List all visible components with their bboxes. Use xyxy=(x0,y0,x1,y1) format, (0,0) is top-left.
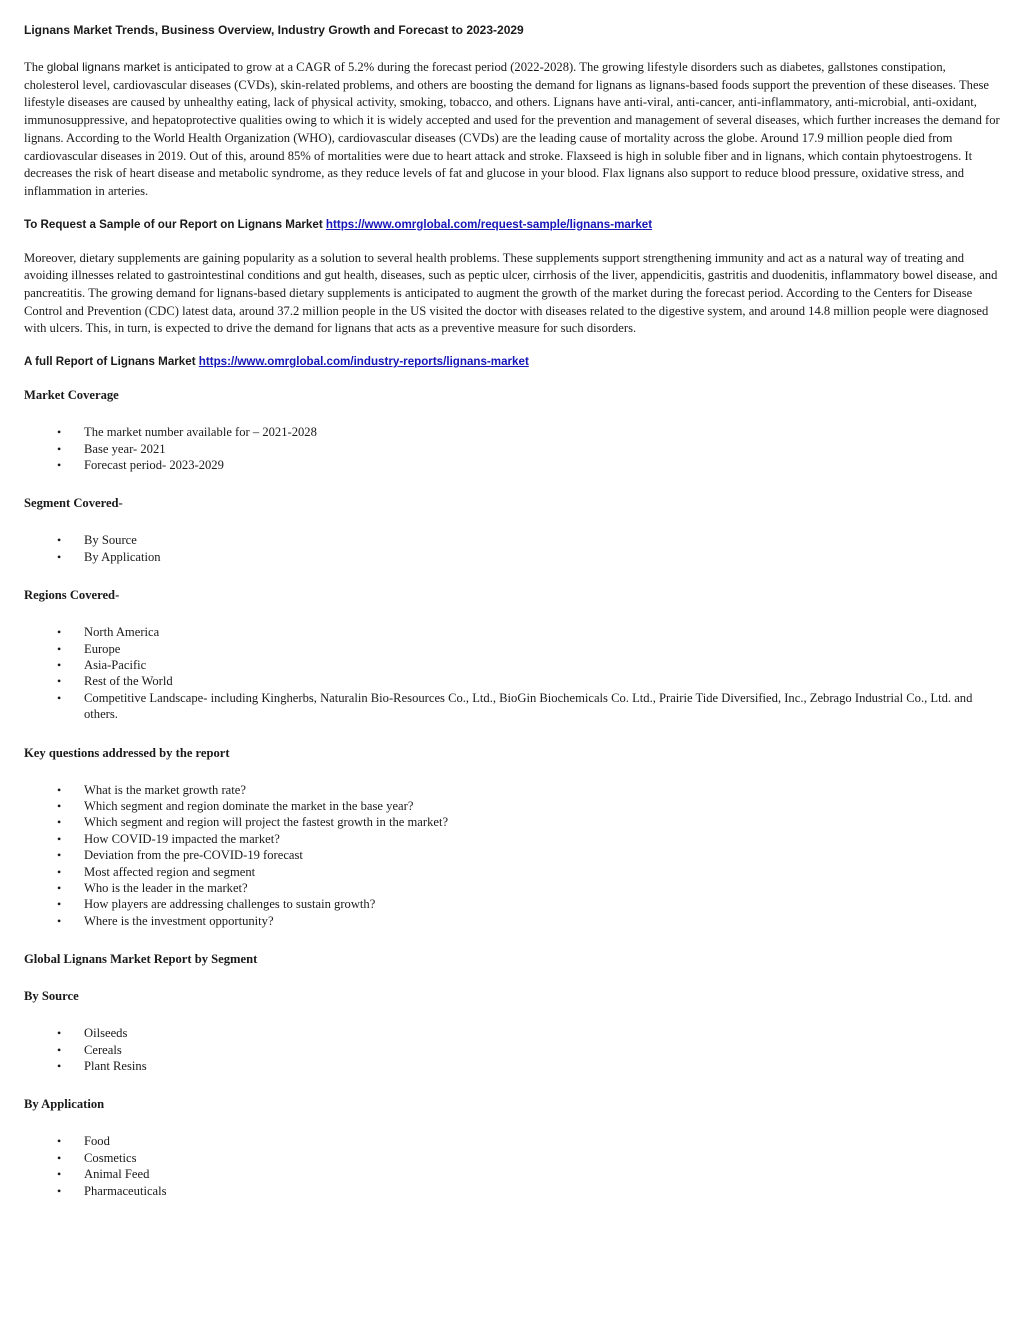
list-item-text: Rest of the World xyxy=(84,674,173,689)
list-item-text: Animal Feed xyxy=(84,1167,150,1182)
list-item xyxy=(24,847,1000,863)
full-report-line xyxy=(24,354,1000,370)
list-item-text: Asia-Pacific xyxy=(84,657,147,672)
bullet-icon: • xyxy=(57,625,62,640)
list-item-text: Pharmaceuticals xyxy=(84,1183,167,1198)
bullet-list xyxy=(24,624,1000,722)
list-item-text: How COVID-19 impacted the market? xyxy=(84,831,280,846)
bullet-list xyxy=(24,532,1000,565)
list-item-text: The market number available for – 2021-2028 xyxy=(84,425,317,440)
list-item-text: Cosmetics xyxy=(84,1150,137,1165)
list-item xyxy=(24,831,1000,847)
bullet-icon: • xyxy=(57,913,62,928)
supplements-paragraph: Moreover, dietary supplements are gaining popularity as a solution to several health problems. These supplements support strengthening immunity and act as a natural way of treating and avoiding illnesses related to gastrointestinal conditions and gut health, diseases, such as peptic ulcer, cirrhosis of the liver, appendicitis, gastritis and duodenitis, inflammatory bowel disease, and pancreatitis. The growing demand for lignans-based dietary supplements is anticipated to augment the growth of the market during the forecast period. According to the Centers for Disease Control and Prevention (CDC) latest data, around 37.2 million people in the US visited the doctor with diseases related to the digestive system, and around 14.8 million people were diagnosed with ulcers. This, in turn, is expected to drive the demand for lignans that acts as a preventive measure for such disorders. xyxy=(24,250,998,336)
list-item xyxy=(24,913,1000,929)
list-item xyxy=(24,814,1000,830)
list-item xyxy=(24,441,1000,457)
list-item-text: Forecast period- 2023-2029 xyxy=(84,457,224,472)
bullet-icon: • xyxy=(57,1042,62,1057)
section-heading: Market Coverage xyxy=(24,388,119,403)
list-item-text: How players are addressing challenges to sustain growth? xyxy=(84,897,376,912)
list-item xyxy=(24,1025,1000,1041)
list-item xyxy=(24,798,1000,814)
bullet-icon: • xyxy=(57,457,62,472)
sections-container xyxy=(24,387,1000,1199)
bullet-icon: • xyxy=(57,1026,62,1041)
bullet-icon: • xyxy=(57,441,62,456)
bullet-icon: • xyxy=(57,1167,62,1182)
bullet-icon: • xyxy=(57,799,62,814)
bullet-icon: • xyxy=(57,1134,62,1149)
list-item xyxy=(24,657,1000,673)
list-item xyxy=(24,424,1000,440)
intro-lead: global lignans market xyxy=(46,60,161,74)
list-item-text: Food xyxy=(84,1134,110,1149)
bullet-icon: • xyxy=(57,1059,62,1074)
list-item xyxy=(24,782,1000,798)
list-item xyxy=(24,1133,1000,1149)
full-report-label: A full Report of Lignans Market xyxy=(24,355,199,369)
list-item xyxy=(24,1042,1000,1058)
bullet-icon: • xyxy=(57,881,62,896)
list-item xyxy=(24,624,1000,640)
bullet-list xyxy=(24,1133,1000,1199)
list-item xyxy=(24,896,1000,912)
bullet-icon: • xyxy=(57,533,62,548)
list-item-text: Where is the investment opportunity? xyxy=(84,913,274,928)
bullet-icon: • xyxy=(57,815,62,830)
section-heading: Global Lignans Market Report by Segment xyxy=(24,952,258,967)
bullet-list xyxy=(24,1025,1000,1074)
intro-paragraph xyxy=(24,59,1000,201)
list-item-text: Who is the leader in the market? xyxy=(84,881,248,896)
section-heading: Regions Covered- xyxy=(24,588,120,603)
bullet-list xyxy=(24,782,1000,930)
list-item-text: Base year- 2021 xyxy=(84,441,166,456)
sample-request-line xyxy=(24,217,1000,233)
bullet-icon: • xyxy=(57,549,62,564)
list-item-text: Which segment and region will project the fastest growth in the market? xyxy=(84,815,449,830)
list-item xyxy=(24,880,1000,896)
intro-prefix: The xyxy=(24,60,47,74)
list-item-text: What is the market growth rate? xyxy=(84,782,246,797)
list-item xyxy=(24,457,1000,473)
list-item xyxy=(24,549,1000,565)
list-item xyxy=(24,690,1000,723)
list-item-text: Oilseeds xyxy=(84,1026,128,1041)
sample-request-label: To Request a Sample of our Report on Lignans Market xyxy=(24,217,326,231)
bullet-icon: • xyxy=(57,897,62,912)
bullet-list xyxy=(24,424,1000,473)
section-heading: Segment Covered- xyxy=(24,496,123,511)
list-item-text: Europe xyxy=(84,641,121,656)
list-item-text: Which segment and region dominate the market in the base year? xyxy=(84,799,414,814)
list-item xyxy=(24,532,1000,548)
list-item-text: By Application xyxy=(84,549,161,564)
list-item xyxy=(24,1150,1000,1166)
list-item xyxy=(24,641,1000,657)
bullet-icon: • xyxy=(57,425,62,440)
list-item xyxy=(24,1183,1000,1199)
list-item-text: Plant Resins xyxy=(84,1059,147,1074)
list-item-text: Competitive Landscape- including Kingherbs, Naturalin Bio-Resources Co., Ltd., BioGin Biochemicals Co. Ltd., Prairie Tide Diversified, Inc., Zebrago Industrial Co., Ltd. and others. xyxy=(84,690,973,722)
list-item-text: By Source xyxy=(84,533,137,548)
list-item xyxy=(24,1166,1000,1182)
document-page xyxy=(24,22,1000,1221)
list-item-text: Most affected region and segment xyxy=(84,864,256,879)
bullet-icon: • xyxy=(57,674,62,689)
list-item xyxy=(24,1058,1000,1074)
bullet-icon: • xyxy=(57,641,62,656)
bullet-icon: • xyxy=(57,657,62,672)
bullet-icon: • xyxy=(57,690,62,705)
section-heading: By Source xyxy=(24,989,79,1004)
section-heading: By Application xyxy=(24,1097,105,1112)
bullet-icon: • xyxy=(57,848,62,863)
bullet-icon: • xyxy=(57,831,62,846)
list-item-text: North America xyxy=(84,625,160,640)
list-item-text: Deviation from the pre-COVID-19 forecast xyxy=(84,848,303,863)
document-title: Lignans Market Trends, Business Overview, Industry Growth and Forecast to 2023-2029 xyxy=(24,23,524,37)
bullet-icon: • xyxy=(57,1150,62,1165)
intro-text: is anticipated to grow at a CAGR of 5.2% during the forecast period (2022-2028). The growing lifestyle disorders such as diabetes, gallstones constipation, cholesterol level, cardiovascular diseases (CVDs), skin-related problems, and others are boosting the demand for lignans as lignans-based foods support the prevention of these diseases. These lifestyle diseases are caused by unhealthy eating, lack of physical activity, smoking, tobacco, and others. Lignans have anti-viral, anti-cancer, anti-inflammatory, anti-microbial, anti-oxidant, immunosuppressive, and hepatoprotective qualities owing to which it is widely accepted and used for the prevention and management of several diseases, which further increases the demand for lignans. According to the World Health Organization (WHO), cardiovascular diseases (CVDs) are the leading cause of mortality across the globe. Around 17.9 million people died from cardiovascular diseases in 2019. Out of this, around 85% of mortalities were due to heart attack and stroke. Flaxseed is high in soluble fiber and in lignans, which contain phytoestrogens. It decreases the risk of heart disease and metabolic syndrome, as they reduce levels of fat and glucose in your blood. Flax lignans also support to reduce blood pressure, oxidative stress, and inflammation in arteries. xyxy=(24,60,1000,198)
list-item xyxy=(24,864,1000,880)
sample-request-link[interactable]: https://www.omrglobal.com/request-sample/lignans-market xyxy=(325,217,653,231)
list-item-text: Cereals xyxy=(84,1042,122,1057)
bullet-icon: • xyxy=(57,782,62,797)
list-item xyxy=(24,673,1000,689)
bullet-icon: • xyxy=(57,1183,62,1198)
full-report-link[interactable]: https://www.omrglobal.com/industry-reports/lignans-market xyxy=(198,355,529,369)
bullet-icon: • xyxy=(57,864,62,879)
section-heading: Key questions addressed by the report xyxy=(24,745,230,760)
